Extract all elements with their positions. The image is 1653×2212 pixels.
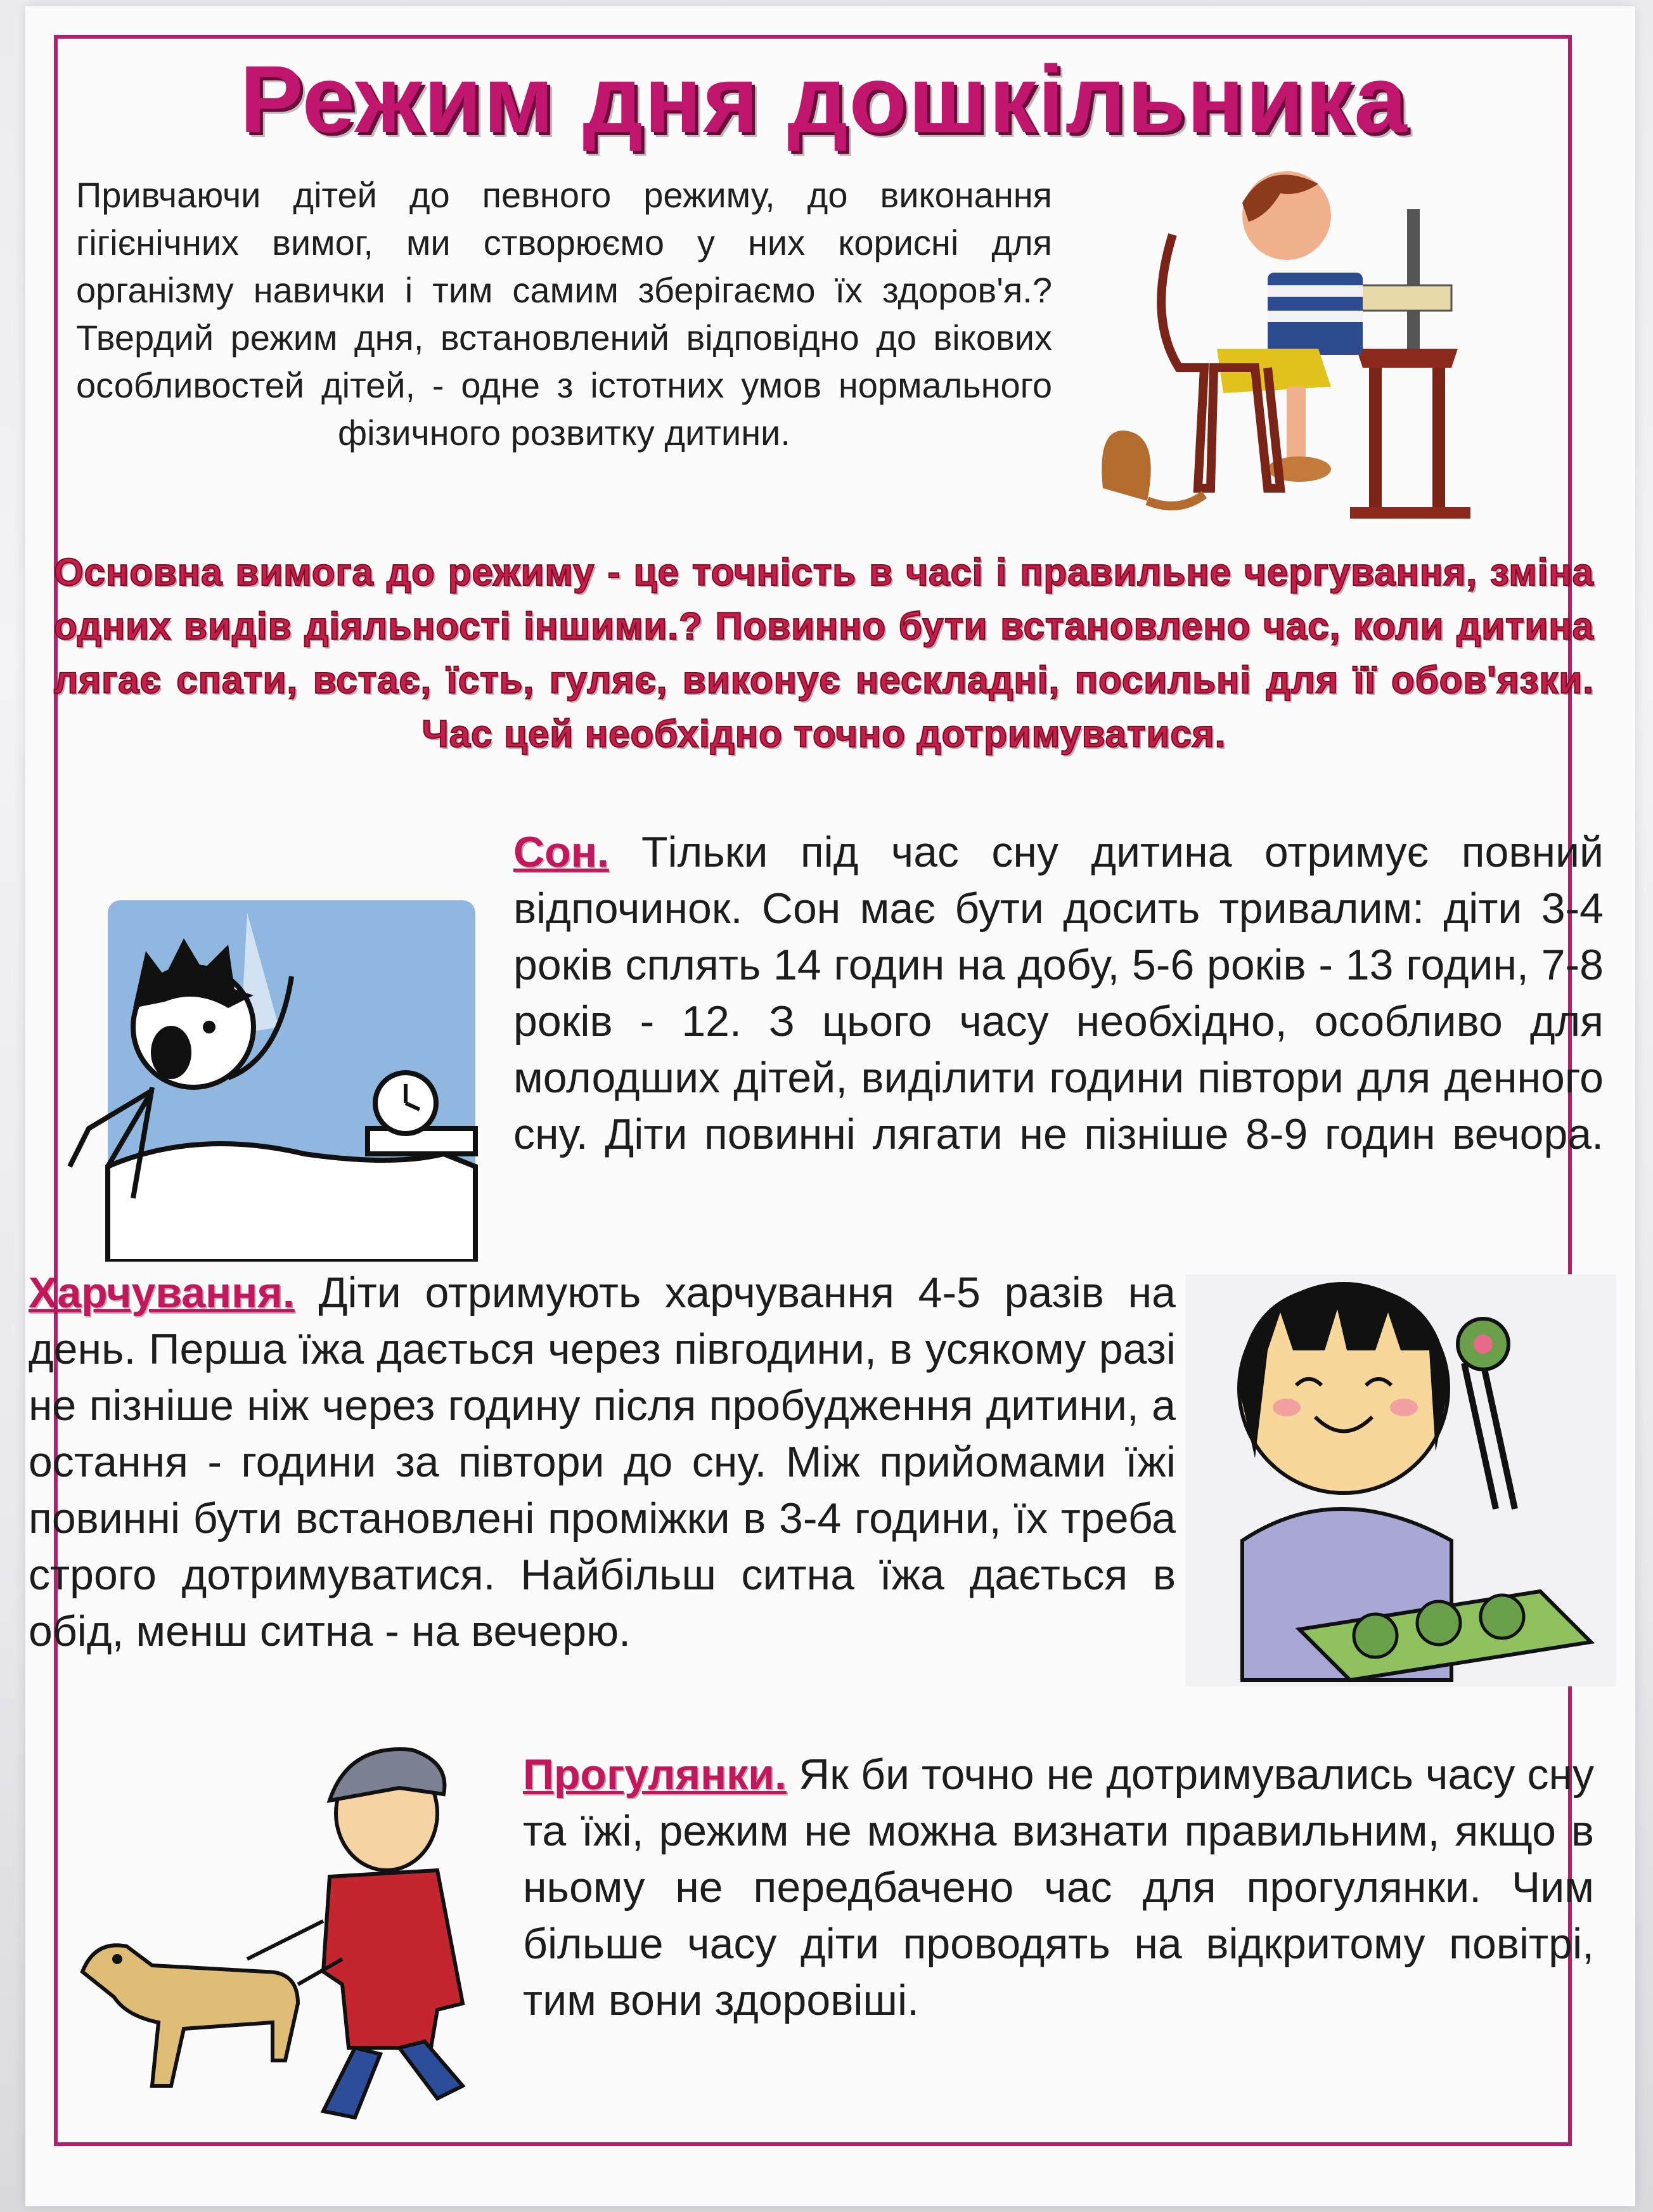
walk-text: Як би точно не дотримувались часу сну та їжі, режим не можна визнати правильним, якщо в ньому не передбачено час для прогулянки. Чим більше часу діти проводять на відкритому повітрі, тим вони здоровіші. [523,1750,1594,2024]
section-food [29,1265,1176,1660]
walk-heading: Прогулянки. [523,1750,787,1799]
intro-paragraph: Привчаючи дітей до певного режиму, до виконання гігієнічних вимог, ми створюємо у них корисні для організму навички і тим самим зберігаємо їх здоров'я.? Твердий режим дня, встановлений відповідно до вікових особливостей дітей, - одне з істотних умов нормального фізичного розвитку дитини. [76,175,1052,453]
sleep-heading: Сон. [513,828,609,876]
section-walk [523,1747,1594,2029]
page-title: Режим дня дошкільника [240,46,1408,152]
section-sleep [513,824,1604,1163]
boy-studying-illustration [1077,158,1559,539]
boy-walking-dog-illustration [57,1731,513,2124]
waking-child-illustration [38,900,482,1262]
food-text: Діти отримують харчування 4-5 разів на день. Перша їжа дається через півгодини, в усякому разі не пізніше ніж через годину після пробудження дитини, а остання - години за півтори до сну. Між прийомами їжі повинні бути встановлені проміжки в 3-4 години, їх треба строго дотримуватися. Найбільш ситна їжа дається в обід, менш ситна - на вечерю. [29,1269,1176,1655]
girl-eating-illustration [1185,1274,1616,1686]
sleep-text: Тільки під час сну дитина отримує повний відпочинок. Сон має бути досить тривалим: діти 3-4 років сплять 14 годин на добу, 5-6 років - 13 годин, 7-8 років - 12. З цього часу необхідно, особливо для молодших дітей, виділити години півтори для денного сну. Діти повинні лягати не пізніше 8-9 годин вечора. [513,828,1604,1158]
main-requirement: Основна вимога до режиму - це точність в часі і правильне чергування, зміна одних видів діяльності іншими.? Повинно бути встановлено час, коли дитина лягає спати, встає, їсть, гуляє, виконує нескладні, посильні для її обов'язки. Час цей необхідно точно дотримуватися. [54,551,1594,755]
food-heading: Харчування. [29,1269,295,1317]
